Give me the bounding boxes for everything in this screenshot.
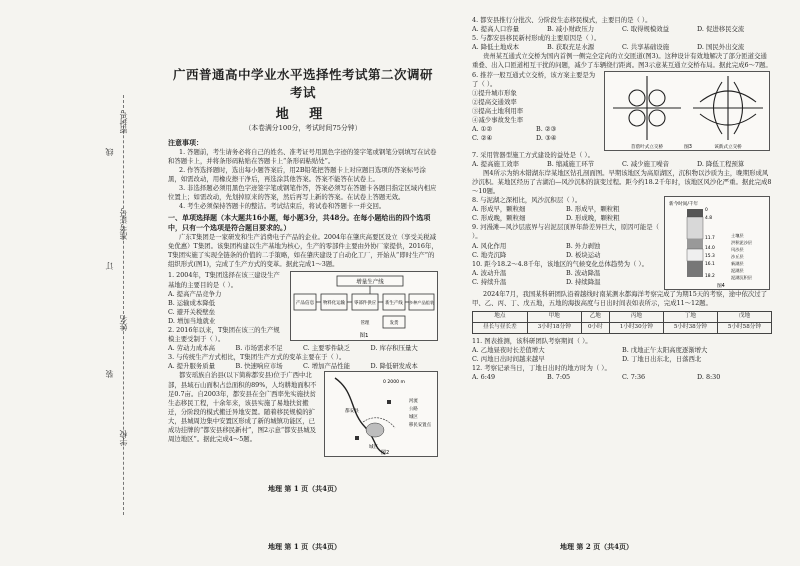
question-7: 7. 采用管器型施工方式建设的益处是（ ）。 — [472, 150, 594, 159]
tick-label: 4.8 — [705, 216, 712, 222]
question-12: 12. 考察记录当日，丁地日出时的地方时为（ ）。 — [472, 364, 611, 373]
options-q7 — [472, 160, 772, 169]
table-header-row — [473, 312, 772, 323]
flow-box-label: 新生产线 — [385, 301, 403, 307]
legend-item: 泥湖层 — [731, 268, 744, 274]
option: B. 获取充足水源 — [547, 43, 595, 52]
flow-box-label: 零部件供应 — [354, 301, 376, 307]
map-label: 城区 — [369, 445, 379, 451]
option: C. 7:36 — [622, 373, 646, 382]
tick-label: 0 — [705, 208, 708, 214]
option: C. 减少施工噪音 — [622, 159, 670, 168]
legend-item: 风沙层 — [731, 247, 744, 253]
table-cell: 1小时30分钟 — [609, 323, 663, 334]
legend-item: 土壤层 — [731, 233, 744, 239]
binding-label: 订 — [105, 262, 114, 270]
option: C. 丙地日出时间越来越早 — [472, 355, 545, 364]
option: C. 地壳沉降 — [472, 250, 507, 259]
tick-label: 14.0 — [705, 246, 715, 252]
resettlement-point — [355, 436, 359, 440]
note-item: 1. 答题前，考生请务必将自己的姓名、准考证号用黑色字迹的签字笔或钢笔分别填写在试卷和答题卡上，并将条形码粘贴在答题卡上“条形码粘贴处”。 — [168, 147, 437, 165]
interchange-diagram — [605, 72, 769, 150]
question-3: 3. 与传统生产方式相比，T集团生产方式的变革主要在于（ ）。 — [168, 353, 346, 362]
legend-item: 新湖层 — [731, 261, 744, 267]
binding-label: 准考证号 — [119, 208, 128, 240]
option: D. 8:30 — [697, 373, 721, 382]
data-table — [472, 311, 772, 334]
table-cell: 地点 — [473, 312, 528, 323]
legend-item: 沙丘层 — [731, 254, 744, 260]
table-cell: 昼长与昼长差 — [473, 323, 528, 334]
option: A. 提升服务质量 — [168, 362, 216, 371]
table-cell: 0小时 — [581, 323, 609, 334]
option: C. ②④ — [472, 134, 493, 143]
river-line — [335, 378, 385, 454]
item: ③提高土地利用率 — [472, 106, 524, 115]
option: D. 库存积压量大 — [370, 344, 418, 353]
question-1: 1. 2004年，T集团选择在该三建设生产基地的主要目的是（ ）。 — [168, 271, 280, 289]
binding-label: 学校 — [119, 430, 128, 446]
layer-mud — [687, 261, 703, 277]
legend-item: 河流 — [409, 399, 418, 405]
table-cell: 丙地 — [609, 312, 663, 323]
option: B. 减小财政压力 — [547, 25, 595, 34]
flow-top-label: 增量生产线 — [356, 279, 384, 286]
option: C. 形成晚，颗粒细 — [472, 214, 526, 223]
option: A. 乙地昼夜时长差值增大 — [472, 346, 545, 355]
legend-item: 泥湖沉积层 — [731, 275, 752, 281]
passage: 图4所示为纳木错湖东岸某地区钻孔剖面图。早期该地区为高原湖区，沉积物以沙质为主，晚期形成风沙沉积。某地区经历了古湖泊—风沙沉积的演变过程。距今约18.2千年时，该地区风沙化严重。据此完成8～10题。 — [472, 168, 772, 195]
flow-mid-label: 管理 — [360, 321, 370, 327]
options-q4 — [472, 25, 772, 34]
urban-area — [366, 423, 384, 437]
layer-lake — [687, 249, 703, 261]
resettlement-point — [387, 400, 391, 404]
option: A. 风化作用 — [472, 241, 507, 250]
table-row — [473, 323, 772, 334]
option: D. 促进移民交流 — [697, 25, 745, 34]
tick-label: 11.7 — [705, 236, 715, 242]
options-q6 — [472, 125, 600, 143]
figure-1 — [290, 271, 438, 341]
page-footer: 地理 第 2 页（共4页） — [560, 542, 634, 551]
option: B. 7:05 — [547, 373, 571, 382]
page-2 — [472, 16, 772, 383]
option: D. 丁地日出东北，日落西北 — [622, 355, 702, 364]
production-flow-diagram — [291, 272, 437, 340]
layer-soil — [687, 209, 703, 217]
item: ①提升城市形象 — [472, 88, 517, 97]
option: A. 形成早，颗粒细 — [472, 205, 526, 214]
option: B. 市场需求不足 — [235, 344, 283, 353]
option: A. 提高人口容量 — [472, 25, 520, 34]
option: D. 增加当地就业 — [168, 316, 216, 325]
option: C. 避开关税壁垒 — [168, 307, 216, 316]
page-1 — [168, 40, 438, 493]
binding-label: 装 — [105, 370, 114, 378]
scale-bar-label: 0 2000 m — [383, 380, 406, 386]
legend-item: 公路 — [409, 407, 418, 413]
option: D. 降低工程预算 — [697, 159, 745, 168]
note-item: 3. 非选择题必须用黑色字迹签字笔或钢笔作答，答案必须写在答题卡各题目指定区域内相应位置上；如需改动，先划掉原来的答案，然后再写上新的答案。在试卷上答题无效。 — [168, 183, 437, 201]
option: C. 主要零件缺乏 — [303, 344, 351, 353]
map-figure-2 — [325, 372, 437, 456]
option: B. 波动降温 — [566, 268, 601, 277]
table-cell: 丁地 — [663, 312, 717, 323]
question-10: 10. 距今18.2～4.8千年，该地区的气候变化总体趋势为（ ）。 — [472, 259, 649, 268]
options-q11 — [472, 346, 772, 364]
option: B. 运输成本降低 — [168, 298, 216, 307]
option: D. 形成晚，颗粒粗 — [566, 214, 620, 223]
note-item: 2. 作答选择题时，选出每小题答案后，用2B铅笔把答题卡上对应题目选项的答案标号涂黑，如需改动，用橡皮擦干净后，再选涂其他答案。答案不能答在试卷上。 — [168, 165, 426, 183]
option: D. ③④ — [536, 134, 557, 143]
figure-caption: 图3 — [684, 144, 692, 150]
axis-label: 新今时间/千年 — [669, 202, 699, 208]
figure-label: 苜蓿叶式立交桥 — [630, 144, 664, 150]
table-cell: 5小时58分钟 — [717, 323, 771, 334]
directional-interchange — [693, 76, 763, 140]
figure-3 — [604, 71, 770, 151]
table-cell: 3小时18分钟 — [527, 323, 581, 334]
flow-box-label: 多种产品组装 — [408, 300, 435, 306]
options-q8 — [472, 205, 660, 223]
option: B. 缩减施工环节 — [547, 159, 595, 168]
table-cell: 戊地 — [717, 312, 771, 323]
option: C. 增加产品性能 — [303, 362, 351, 371]
passage: 2024年7月，我国某科研团队沿着越线时南某测水都海洋考察完成了为期15天的考察，途中依次过了甲、乙、丙、丁、戊五地，五地的海拔高度与日出时间表如表所示，完成11～12题。 — [472, 290, 768, 308]
option: B. 形成早，颗粒粗 — [566, 205, 620, 214]
option: B. 外力剥蚀 — [566, 241, 601, 250]
question-11: 11. 图表推测，该科研团队考察期间（ ）。 — [472, 337, 592, 346]
option: A. 降低土地成本 — [472, 43, 520, 52]
option: D. 降低研发成本 — [370, 362, 418, 371]
table-cell: 5小时38分钟 — [663, 323, 717, 334]
options-q9 — [472, 242, 660, 260]
binding-label: 线 — [105, 148, 114, 156]
tick-label: 15.3 — [705, 254, 715, 260]
option: A. 提高产品竞争力 — [168, 289, 222, 298]
layer-dune — [687, 239, 703, 249]
passage: 贵州某互通式立交桥为国内首例一侧完全定向的立交匝道(图3)。这种设计有效地解决了部分匝道交通重叠、出入口匝道相互干扰的问题，减少了车辆绕行距离。图3示意某互通立交桥布局。据此完成6～7题。 — [472, 52, 772, 70]
figure-caption: 图4 — [717, 284, 725, 290]
option: A. 提高施工效率 — [472, 159, 520, 168]
table-cell: 乙地 — [581, 312, 609, 323]
exam-title: 广西普通高中学业水平选择性考试第二次调研考试 — [172, 67, 433, 100]
notes-heading: 注意事项： — [168, 137, 203, 147]
option: D. 持续降温 — [566, 277, 601, 286]
figure-caption: 图1 — [359, 333, 369, 340]
flow-box-label: 产品信息 — [295, 301, 315, 307]
options-q5 — [472, 43, 772, 52]
options-q2 — [168, 344, 438, 353]
tick-label: 16.1 — [705, 262, 715, 268]
options-q12 — [472, 373, 772, 382]
option: C. 共享基础设施 — [622, 43, 670, 52]
figure-4 — [664, 196, 770, 290]
question-4: 4. 都安县推行分批次、分阶段生态移民模式，主要目的是（ ）。 — [472, 16, 652, 24]
question-8: 8. 与泥湖之深相比，风沙沉积层（ ）。 — [472, 196, 582, 205]
question-2: 2. 2016年以来，T集团在该三的生产规模主要受制于（ ）。 — [168, 326, 280, 344]
legend-item: 洪积泥沙层 — [731, 240, 752, 246]
tick-label: 18.2 — [705, 274, 715, 280]
cloverleaf-interchange — [613, 76, 681, 140]
figure-caption: 图2 — [381, 450, 390, 457]
table-cell: 甲地 — [527, 312, 581, 323]
options-q10 — [472, 269, 660, 287]
option: C. 持续升温 — [472, 277, 507, 286]
flow-box-label: 物料化运输 — [323, 301, 345, 307]
option: B. ②③ — [536, 125, 557, 134]
legend-item: 城区 — [409, 415, 418, 421]
option: A. 6:49 — [472, 373, 496, 382]
note-item: 4. 考生必须保持答题卡的整洁。考试结束后，将试卷和答题卡一并交回。 — [179, 202, 386, 211]
binding-label: 密封号 — [119, 110, 128, 134]
option: D. 国民外出交流 — [697, 43, 745, 52]
legend-item: 移民安置点 — [409, 423, 431, 429]
binding-strip — [95, 95, 124, 515]
option: D. 板块运动 — [566, 250, 601, 259]
option: A. 波动升温 — [472, 268, 507, 277]
question-9: 9. 河漫滩—风沙层底界与岩泥层顶界年龄差异巨大，原因可能是（ ）。 — [472, 223, 660, 241]
option: C. 取得规模效益 — [622, 25, 670, 34]
option: A. 劳动力成本高 — [168, 344, 216, 353]
section-heading: 一、单项选择题（本大题共16小题，每小题3分，共48分。在每小题给出的四个选项中，只有一个选项是符合题目要求的。） — [168, 213, 431, 233]
passage: 广东T集团是一家研发和生产消费电子产品的企业。2004年在肇庆高要区设立（享受关税减免优惠）T集团。该集团构建以生产基地为核心，生产的零部件主要由外协厂家提供，2016年，T集团实施了实现全链条的价值的二手策略，如在肇庆建设了自动化工厂，开始从“即时生产”的组织形式(图1)，完成了生产方式的变革。据此完成1～3题。 — [168, 233, 438, 269]
exam-meta: （本卷满分100分，考试时间75分钟） — [244, 123, 362, 132]
borehole-profile — [665, 197, 769, 289]
page-footer: 地理 第 1 页（共4页） — [268, 483, 342, 493]
binding-label: 姓名 — [119, 315, 128, 331]
question-6: 6. 推荐一般互通式立交桥，该方案主要是为了（ ）。 — [472, 70, 596, 88]
item: ④减少事故发生率 — [472, 116, 524, 125]
question-5: 5. 与都安县移民新村形成的主要原因是（ ）。 — [472, 34, 601, 43]
layer-sand — [687, 217, 703, 239]
map-label: 都安县 — [345, 409, 359, 415]
item: ②提高交通效率 — [472, 97, 517, 106]
flow-box-label: 发货 — [389, 321, 399, 327]
passage: 都安瑶族自治县(以下简称都安县)位于广西中北部，县域石山面积占总面积的89%，人均耕地面积不足0.7亩。自2003年，都安县在全广西率先实施扶贫生态移民工程，十余年来，该县实施了易地扶贫搬迁，分阶段的模式搬迁异地安置。随着移民规模的扩大，县城周边集中安置区形成了新的城镇功能区，已成功挂牌的“都安县移民新村”，图2示意“都安县城及周边地区”。据此完成4～5题。 — [168, 371, 317, 444]
option: B. 快速响应市场 — [235, 362, 283, 371]
figure-label: 该新式立交桥 — [714, 144, 742, 150]
option: B. 戊地正午太阳高度逐渐增大 — [622, 346, 708, 355]
figure-2 — [324, 371, 438, 457]
page-footer: 地理 第 1 页（共4页） — [268, 542, 342, 551]
subject-title: 地 理 — [275, 106, 331, 122]
option: A. ①② — [472, 125, 493, 134]
